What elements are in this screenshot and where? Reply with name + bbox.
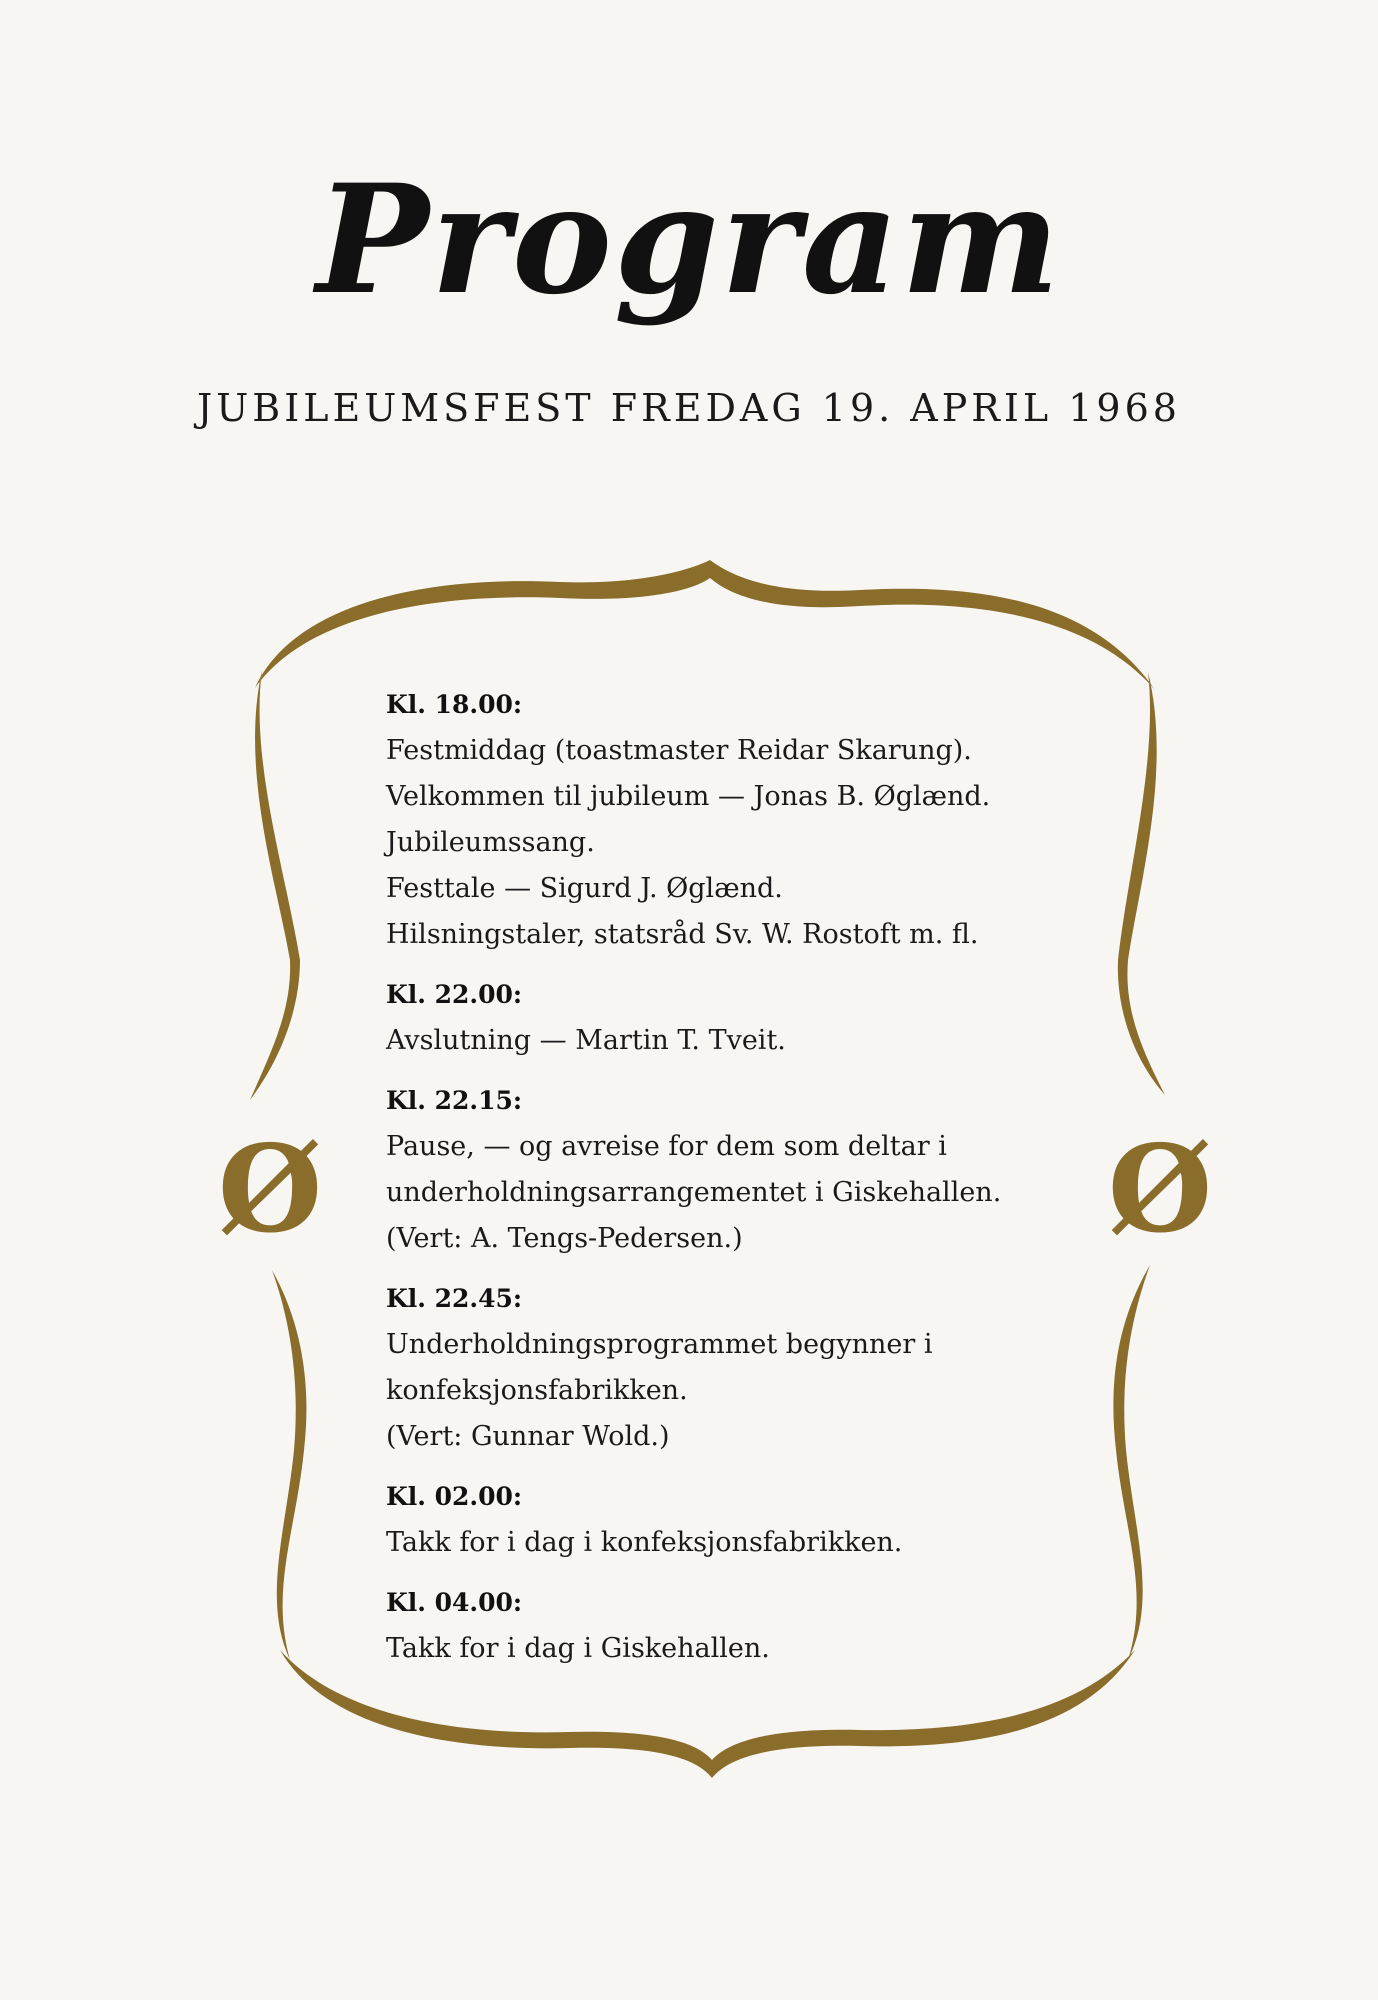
entry-time: Kl. 04.00: (386, 1588, 523, 1617)
schedule-entry (386, 972, 1066, 1064)
entry-line: Festmiddag (toastmaster Reidar Skarung). (386, 735, 972, 766)
entry-line: (Vert: Gunnar Wold.) (386, 1421, 670, 1452)
frame-left-upper (250, 670, 300, 1100)
entry-line: underholdningsarrangementet i Giskehallen. (386, 1177, 1002, 1208)
entry-line: konfeksjonsfabrikken. (386, 1375, 688, 1406)
entry-line: (Vert: A. Tengs-Pedersen.) (386, 1223, 743, 1254)
frame-right-upper (1118, 672, 1165, 1095)
left-o-slash-logo: Ø (217, 1119, 323, 1260)
entry-time: Kl. 18.00: (386, 690, 523, 719)
frame-left-lower (272, 1270, 306, 1660)
entry-time: Kl. 02.00: (386, 1482, 523, 1511)
page-subtitle: JUBILEUMSFEST FREDAG 19. APRIL 1968 (197, 386, 1181, 430)
frame-right-lower (1113, 1265, 1150, 1660)
entry-line: Hilsningstaler, statsråd Sv. W. Rostoft m. fl. (386, 919, 979, 950)
entry-line: Takk for i dag i konfeksjonsfabrikken. (386, 1527, 903, 1558)
schedule-entry (386, 1078, 1066, 1262)
page-title: Program (316, 152, 1062, 328)
entry-line: Underholdningsprogrammet begynner i (386, 1329, 933, 1360)
schedule-entry (386, 1276, 1066, 1460)
right-o-slash-logo: Ø (1107, 1119, 1213, 1260)
entry-line: Jubileumssang. (386, 827, 595, 858)
entry-time: Kl. 22.45: (386, 1284, 523, 1313)
entry-line: Takk for i dag i Giskehallen. (386, 1633, 770, 1664)
entry-line: Festtale — Sigurd J. Øglænd. (386, 873, 783, 904)
entry-time: Kl. 22.00: (386, 980, 523, 1009)
schedule-entry (386, 1474, 1066, 1566)
frame-top-arc (255, 560, 1155, 690)
entry-line: Pause, — og avreise for dem som deltar i (386, 1131, 947, 1162)
entry-line: Velkommen til jubileum — Jonas B. Øglænd. (386, 781, 991, 812)
schedule-entry (386, 682, 1066, 958)
entry-time: Kl. 22.15: (386, 1086, 523, 1115)
program-schedule (386, 682, 1066, 1686)
schedule-entry (386, 1580, 1066, 1672)
entry-line: Avslutning — Martin T. Tveit. (386, 1025, 786, 1056)
